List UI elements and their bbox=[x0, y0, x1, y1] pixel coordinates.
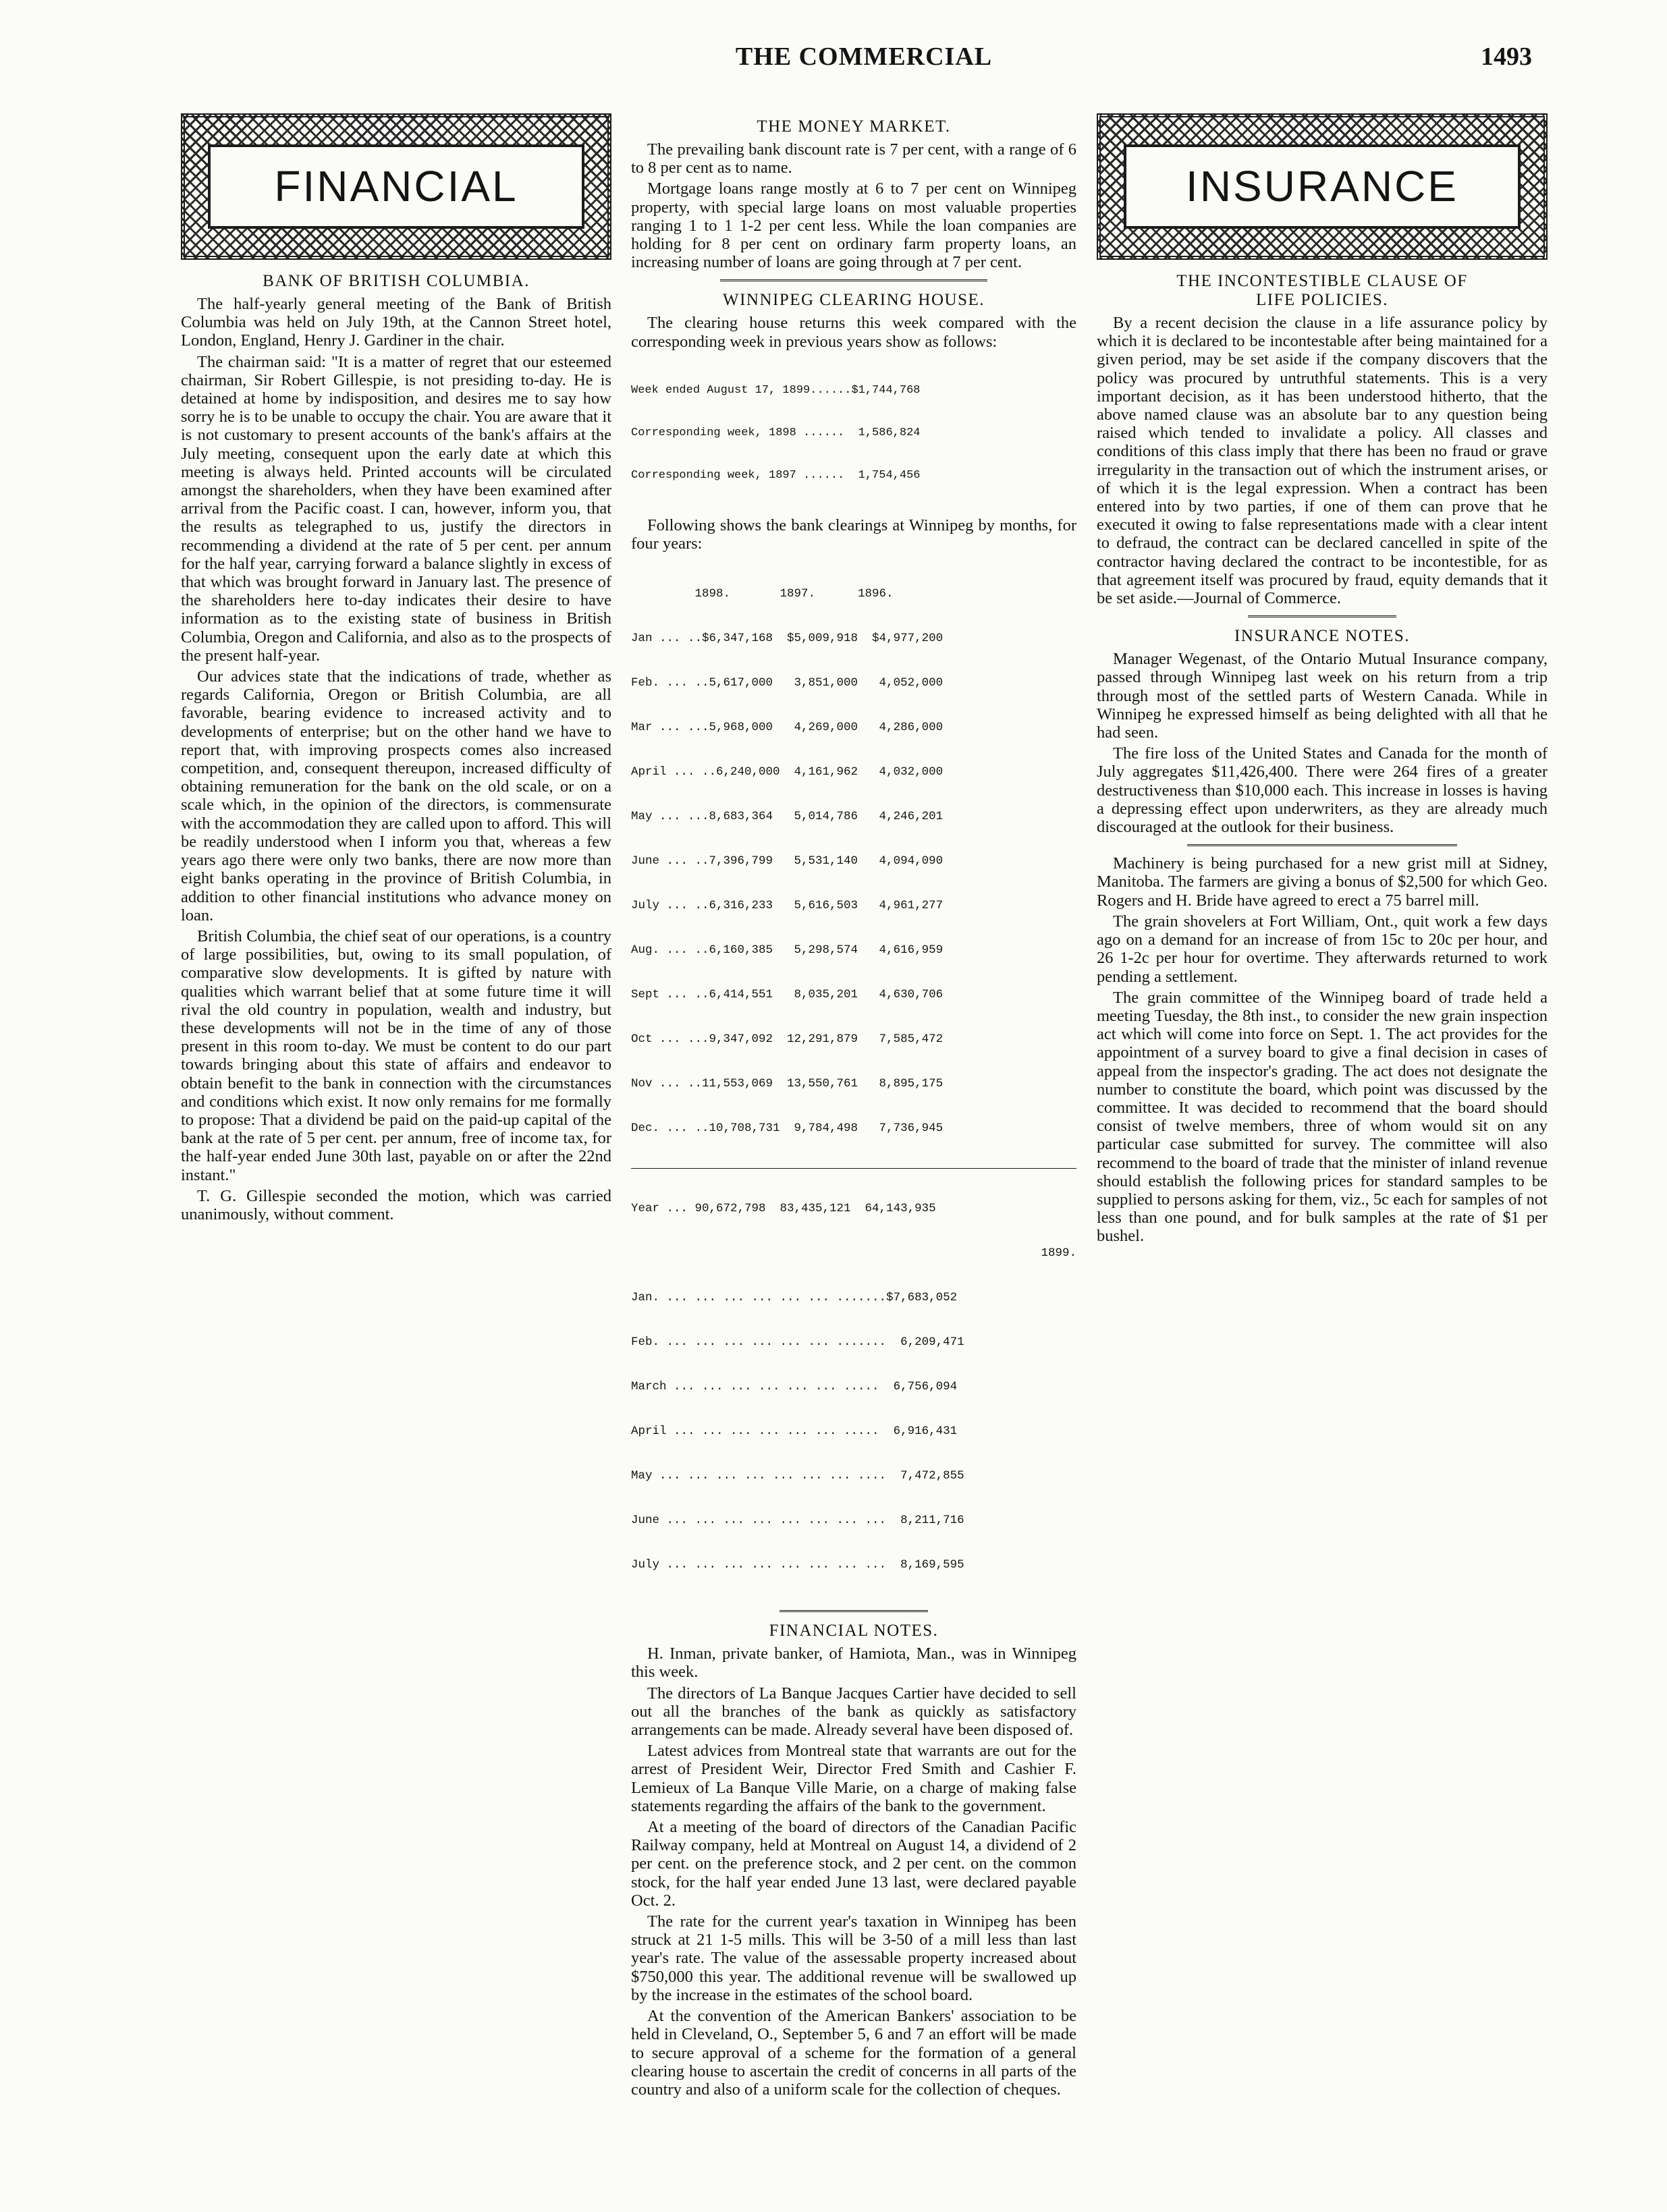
paragraph: Mortgage loans range mostly at 6 to 7 per cent on Winnipeg property, with special large loans on most valuable properties ranging 1 to 1 1-2 per cent less. While the loan companies are holding for 8 per cent on ordinary farm property loans, an increasing number of loans are going through at 7 per cent. bbox=[631, 179, 1076, 272]
insurance-banner bbox=[1097, 113, 1548, 260]
table-row: Nov ... ..11,553,069 13,550,761 8,895,175 bbox=[631, 1077, 944, 1091]
section-rule bbox=[720, 279, 987, 281]
incontestible-clause-subheading: LIFE POLICIES. bbox=[1256, 291, 1388, 309]
table-row: March ... ... ... ... ... ... ..... 6,756,094 bbox=[631, 1380, 958, 1394]
paragraph: The fire loss of the United States and Canada for the month of July aggregates $11,426,400. There were 264 fires of a greater destructiveness than $10,000 each. This increase in losses is having a depressing effect upon underwriters, as they are already much discouraged at the outlook for their business. bbox=[1097, 744, 1548, 837]
table-row: Aug. ... ..6,160,385 5,298,574 4,616,959 bbox=[631, 943, 944, 958]
paragraph: The grain shovelers at Fort William, Ont., quit work a few days ago on a demand for an increase of from 15c to 20c per hour, and 26 1-2c per hour for overtime. They afterwards returned to work pending a settlement. bbox=[1097, 912, 1548, 986]
paragraph: The rate for the current year's taxation in Winnipeg has been struck at 21 1-5 mills. This will be 3-50 of a mill less than last year's rate. The value of the assessable property increased about $750,000 this year. The additional revenue will be swallowed up by the increase in the estimates of the school board. bbox=[631, 1912, 1076, 2004]
table-rule bbox=[631, 1168, 1076, 1169]
paragraph: H. Inman, private banker, of Hamiota, Man., was in Winnipeg this week. bbox=[631, 1644, 1076, 1682]
financial-banner-text: FINANCIAL bbox=[274, 161, 518, 211]
paragraph: The directors of La Banque Jacques Cartier have decided to sell out all the branches of the bank as quickly as satisfactory arrangements can be made. Already several have been disposed of. bbox=[631, 1684, 1076, 1740]
table-row: Week ended August 17, 1899......$1,744,768 bbox=[631, 383, 921, 397]
paragraph: At the convention of the American Bankers' association to be held in Cleveland, O., September 5, 6 and 7 an effort will be made to secure approval of a scheme for the formation of a general clearing house to ascertain the credit of concerns in all parts of the country and also of a uniform scale for the collection of cheques. bbox=[631, 2007, 1076, 2099]
paragraph: British Columbia, the chief seat of our operations, is a country of large possibilities, but, owing to its small population, of comparative slow developments. It is gifted by nature with qualities which warrant belief that at some future time it will rival the old country in population, wealth and industry, but these developments will not be in the time of any of those present in this room to-day. We must be content to do our part towards bringing about this state of affairs and endeavor to obtain benefit to the bank in connection with the circumstances and conditions which exist. It now only remains for me formally to propose: That a dividend be paid on the paid-up capital of the bank at the rate of 5 per cent. per annum, free of income tax, for the half-year ended June 30th last, payable on or after the 22nd instant." bbox=[181, 927, 611, 1184]
running-title: THE COMMERCIAL bbox=[735, 43, 993, 71]
monthly-clearings-table bbox=[631, 557, 1076, 1602]
table-row: Corresponding week, 1897 ...... 1,754,456 bbox=[631, 468, 921, 482]
paragraph: At a meeting of the board of directors of the Canadian Pacific Railway company, held at Montreal on August 14, a dividend of 2 per cent. on the preference stock, and 2 per cent. on the common stock, for the half year ended June 13 last, were declared payable Oct. 2. bbox=[631, 1818, 1076, 1910]
insurance-banner-text: INSURANCE bbox=[1186, 161, 1458, 211]
section-rule bbox=[1187, 844, 1458, 846]
table-row: Corresponding week, 1898 ...... 1,586,824 bbox=[631, 426, 921, 439]
column-money bbox=[631, 108, 1076, 2186]
weekly-clearings-table bbox=[631, 355, 1076, 511]
table-total-row: Year ... 90,672,798 83,435,121 64,143,935 bbox=[631, 1202, 936, 1216]
table-row: April ... ..6,240,000 4,161,962 4,032,000 bbox=[631, 765, 944, 779]
paragraph: Following shows the bank clearings at Winnipeg by months, for four years: bbox=[631, 516, 1076, 553]
table-row: June ... ..7,396,799 5,531,140 4,094,090 bbox=[631, 854, 944, 868]
table-row: June ... ... ... ... ... ... ... ... 8,211,716 bbox=[631, 1514, 964, 1528]
running-head bbox=[169, 42, 1532, 82]
page-number: 1493 bbox=[1481, 43, 1532, 71]
table-row: April ... ... ... ... ... ... ..... 6,916,431 bbox=[631, 1425, 958, 1439]
incontestible-clause-heading: THE INCONTESTIBLE CLAUSE OF bbox=[1176, 272, 1468, 290]
table-row: July ... ..6,316,233 5,616,503 4,961,277 bbox=[631, 899, 944, 913]
financial-banner bbox=[181, 113, 611, 260]
table-row: Jan ... ..$6,347,168 $5,009,918 $4,977,200 bbox=[631, 632, 944, 646]
financial-banner-frame bbox=[208, 144, 584, 229]
paragraph: The grain committee of the Winnipeg board of trade held a meeting Tuesday, the 8th inst., to consider the new grain inspection act which will come into force on Sept. 1. The act provides for the appointment of a survey board to give a final decision in cases of appeal from the inspector's grading. The act does not designate the number to constitute the board, which point was discussed by the committee. It was decided to recommend that the board should consist of twelve members, three of whom would sit on any particular case submitted for survey. The committee will also recommend to the board of trade that the minister of inland revenue should establish the following prices for standard samples to be supplied to persons asking for them, viz., 5c each for samples of not less than one pound, and for bulk samples at the rate of $1 per bushel. bbox=[1097, 988, 1548, 1246]
paragraph: Manager Wegenast, of the Ontario Mutual Insurance company, passed through Winnipeg last week on his return from a trip through most of the settled parts of Western Canada. While in Winnipeg he expressed himself as being delighted with all that he had seen. bbox=[1097, 650, 1548, 742]
table-row: Feb. ... ..5,617,000 3,851,000 4,052,000 bbox=[631, 676, 944, 690]
column-insurance bbox=[1097, 108, 1548, 2186]
table-row: Dec. ... ..10,708,731 9,784,498 7,736,945 bbox=[631, 1122, 944, 1136]
paragraph: T. G. Gillespie seconded the motion, which was carried unanimously, without comment. bbox=[181, 1186, 611, 1223]
clearing-house-heading: WINNIPEG CLEARING HOUSE. bbox=[722, 291, 985, 310]
paragraph: The half-yearly general meeting of the Bank of British Columbia was held on July 19th, at the Cannon Street hotel, London, England, Henry J. Gardiner in the chair. bbox=[181, 295, 611, 350]
financial-notes-heading: FINANCIAL NOTES. bbox=[769, 1622, 939, 1640]
paragraph: Machinery is being purchased for a new grist mill at Sidney, Manitoba. The farmers are giving a bonus of $2,500 for which Geo. Rogers and H. Bride have agreed to erect a 75 barrel mill. bbox=[1097, 854, 1548, 910]
column-financial bbox=[181, 108, 611, 2186]
table-row: Jan. ... ... ... ... ... ... .......$7,683,052 bbox=[631, 1291, 958, 1305]
insurance-banner-frame bbox=[1124, 144, 1521, 229]
money-market-heading: THE MONEY MARKET. bbox=[757, 117, 951, 136]
paragraph: Latest advices from Montreal state that warrants are out for the arrest of President Weir, Director Fred Smith and Cashier F. Lemieux of La Banque Ville Marie, on a charge of making false statements regarding the affairs of the bank to the government. bbox=[631, 1742, 1076, 1815]
section-rule bbox=[1248, 615, 1396, 617]
table-row: July ... ... ... ... ... ... ... ... 8,169,595 bbox=[631, 1558, 964, 1572]
table-year-label: 1899. bbox=[1041, 1246, 1076, 1261]
paragraph: The chairman said: "It is a matter of regret that our esteemed chairman, Sir Robert Gillespie, is not presiding to-day. He is detained at home by indisposition, and desires me to say how sorry he is to be unable to occupy the chair. You are aware that it is not customary to present accounts of the bank's affairs at the July meeting, consequent upon the early date at which this meeting is always held. Printed accounts will be circulated amongst the shareholders, when they have been examined after arrival from the Pacific coast. I can, however, inform you, that the results as telegraphed to us, justify the directors in recommending a dividend at the rate of 5 per cent. per annum for the half year, carrying forward a balance slightly in excess of that which was brought forward in January last. The presence of the shareholders here to-day indicates their desire to have information as to the existing state of business in British Columbia, Oregon and California, and also as to the prospects of the present half-year. bbox=[181, 352, 611, 665]
table-row: May ... ... ... ... ... ... ... .... 7,472,855 bbox=[631, 1469, 964, 1483]
table-row: Mar ... ...5,968,000 4,269,000 4,286,000 bbox=[631, 721, 944, 735]
table-row: Sept ... ..6,414,551 8,035,201 4,630,706 bbox=[631, 988, 944, 1002]
paragraph: The clearing house returns this week compared with the corresponding week in previous years show as follows: bbox=[631, 314, 1076, 351]
paragraph: The prevailing bank discount rate is 7 per cent, with a range of 6 to 8 per cent as to name. bbox=[631, 140, 1076, 177]
table-row: Feb. ... ... ... ... ... ... ....... 6,209,471 bbox=[631, 1335, 964, 1350]
table-header: 1898. 1897. 1896. bbox=[631, 587, 894, 601]
paragraph: By a recent decision the clause in a life assurance policy by which it is declared to be incontestable after being maintained for a given period, may be set aside if the company discovers that the policy was procured by untruthful statements. This is a very important decision, as it has been understood hitherto, that the above named clause was an absolute bar to any question being raised which tended to invalidate a policy. All classes and conditions of this class imply that there has been no fraud or grave irregularity in the transaction out of which the instrument arises, or of which it is the legal expression. When a contract has been entered into by two parties, if one of them can prove that he executed it owing to false representations made with a clear intent to defraud, the contract can be declared cancelled in spite of the contractor having declared the contract to be incontestible, for as that agreement itself was procured by fraud, equity demands that it be set aside.—Journal of Commerce. bbox=[1097, 314, 1548, 608]
table-row: May ... ...8,683,364 5,014,786 4,246,201 bbox=[631, 810, 944, 824]
table-row: Oct ... ...9,347,092 12,291,879 7,585,472 bbox=[631, 1032, 944, 1047]
section-rule bbox=[780, 1610, 928, 1612]
bank-bc-heading: BANK OF BRITISH COLUMBIA. bbox=[263, 272, 530, 290]
paragraph: Our advices state that the indications of trade, whether as regards California, Oregon or British Columbia, are all favorable, bearing evidence to increased activity and to developments of enterprise; but on the other hand we have to report that, with improving prospects comes also increased competition, and, consequent thereupon, increased difficulty of obtaining remuneration for the bank on the old scale, or on a scale which, in the opinion of the directors, is commensurate with the accommodation they are called upon to afford. This will be readily understood when I inform you that, whereas a few years ago there were only two banks, there are now more than eight banks operating in the province of British Columbia, in addition to other financial institutions who advance money on loan. bbox=[181, 667, 611, 924]
insurance-notes-heading: INSURANCE NOTES. bbox=[1234, 627, 1411, 646]
